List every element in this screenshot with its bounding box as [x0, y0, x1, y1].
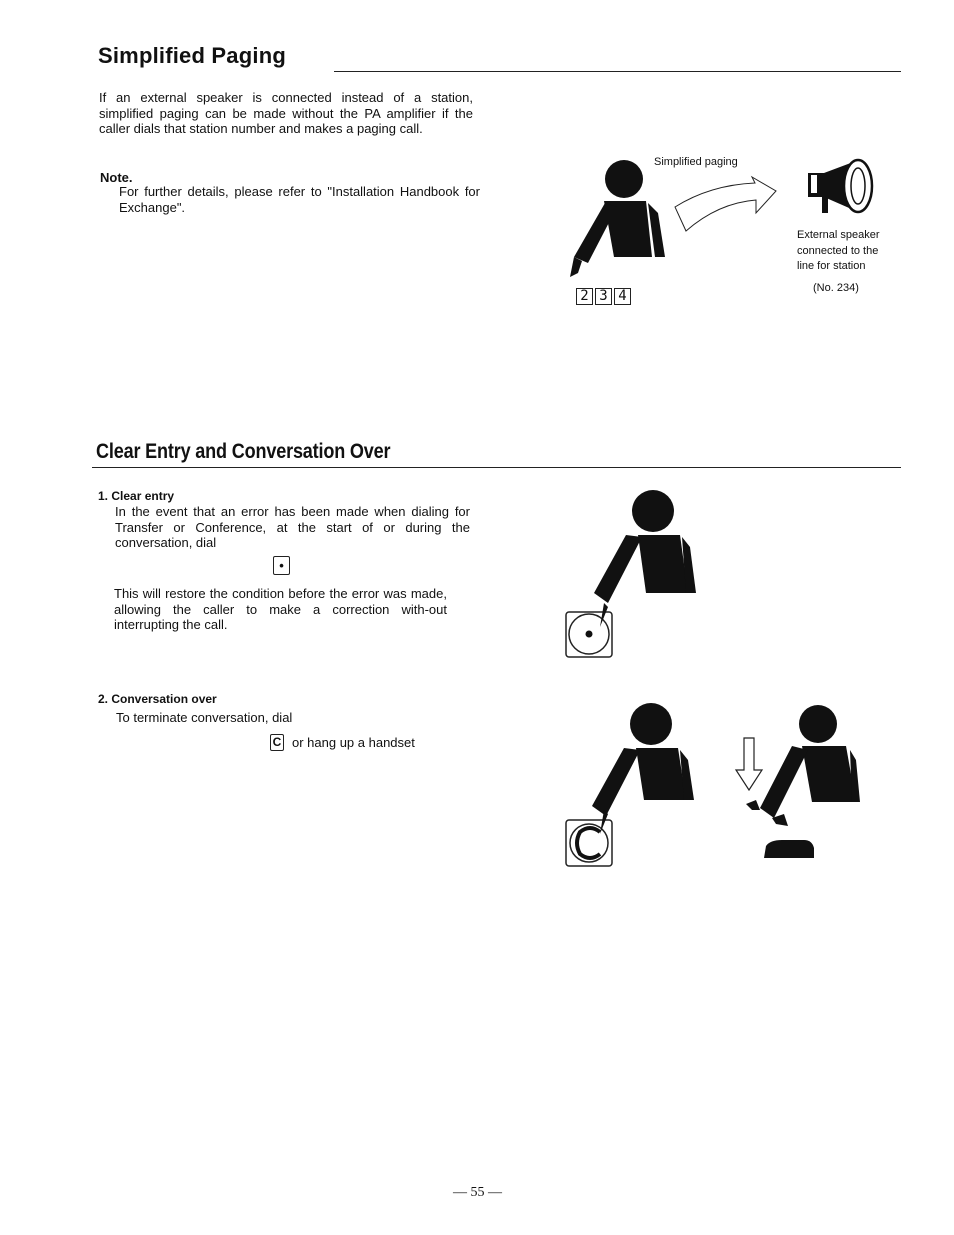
simplified-paging-description: If an external speaker is connected instead of a station, simplified paging can be made without the PA amplifier if the caller dials that station number and makes a paging call. [99, 90, 473, 136]
section-rule [92, 467, 901, 468]
caller-person-icon [570, 160, 665, 277]
person-hanging-up-icon [746, 705, 860, 826]
conversation-over-text: To terminate conversation, dial [116, 710, 293, 725]
handset-icon [764, 840, 814, 858]
paging-arrow-icon [675, 177, 776, 231]
section-title-clear-entry: Clear Entry and Conversation Over [96, 440, 391, 463]
down-arrow-icon [736, 738, 762, 790]
section-title-simplified-paging: Simplified Paging [98, 43, 286, 68]
figure-caption-simplified-paging: Simplified paging [654, 156, 738, 168]
station-number-label: (No. 234) [813, 282, 859, 294]
conversation-over-heading: 2. Conversation over [98, 692, 217, 706]
dial-key: 2 [576, 288, 593, 305]
dial-key: 3 [595, 288, 612, 305]
dial-key: 4 [614, 288, 631, 305]
dial-keys-234 [576, 288, 631, 305]
speaker-label-line: line for station [797, 260, 866, 272]
person-icon [594, 490, 696, 603]
dot-key-icon [566, 603, 612, 657]
speaker-label-line: connected to the [797, 244, 879, 257]
clear-entry-heading: 1. Clear entry [98, 489, 175, 503]
conversation-over-instruction [270, 734, 415, 751]
megaphone-icon [808, 160, 872, 213]
note-label: Note. [100, 170, 133, 185]
clear-entry-text: In the event that an error has been made when dialing for Transfer or Conference, at the start of or during the conversation, dial [115, 504, 470, 550]
speaker-label-line: External speaker [797, 229, 880, 241]
hang-up-text: or hang up a handset [292, 735, 415, 750]
clear-entry-result-text: This will restore the condition before the error was made, allowing the caller to make a correction with-out interrupting the call. [114, 586, 447, 632]
c-key-icon [566, 810, 612, 866]
external-speaker-label [797, 228, 880, 275]
dot-key: • [273, 556, 290, 575]
person-icon [592, 703, 694, 816]
c-key: C [270, 734, 284, 751]
title-rule [334, 71, 901, 72]
page-number: — 55 — [453, 1185, 502, 1200]
note-text: For further details, please refer to "Installation Handbook for Exchange". [119, 184, 480, 215]
conversation-over-figure [560, 700, 870, 875]
clear-entry-figure [560, 485, 710, 665]
